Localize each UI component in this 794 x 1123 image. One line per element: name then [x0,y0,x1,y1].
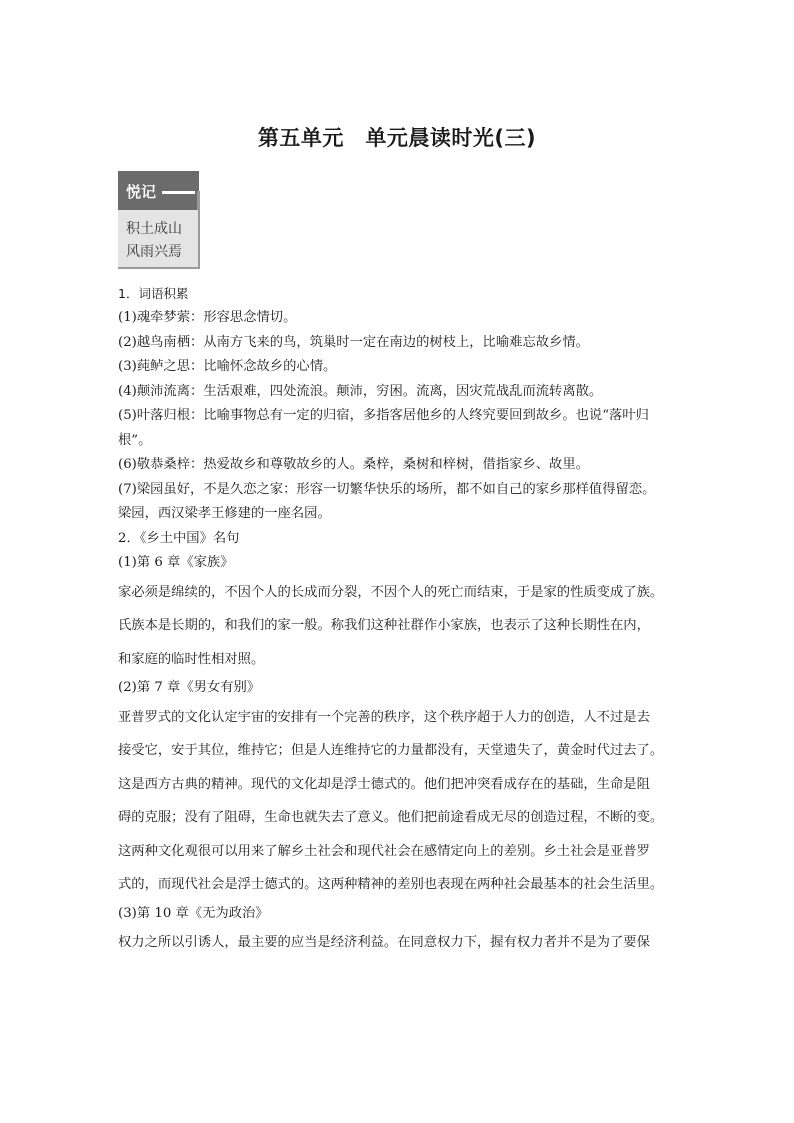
quote-line: 接受它，安于其位，维持它；但是人连维持它的力量都没有，天堂遗失了，黄金时代过去了。 [118,743,664,758]
quote-line: 碍的克服；没有了阻碍，生命也就失去了意义。他们把前途看成无尽的创造过程，不断的变。 [118,810,664,825]
badge-label: 悦记 [126,183,157,201]
quote-line: 权力之所以引诱人，最主要的应当是经济利益。在同意权力下，握有权力者并不是为了要保 [118,935,650,950]
badge-line-1: 积土成山 [126,221,182,237]
badge-line-2: 风雨兴焉 [126,244,182,260]
quote-line: 和家庭的临时性相对照。 [118,651,265,667]
vocab-item: 梁园，西汉梁孝王修建的一座名园。 [118,506,331,521]
vocab-item: (4)颠沛流离：生活艰难，四处流浪。颠沛，穷困。流离，因灾荒战乱而流转离散。 [118,383,603,399]
vocab-item: (3)莼鲈之思：比喻怀念故乡的心情。 [118,359,337,374]
vocab-item: (6)敬恭桑梓：热爱故乡和尊敬故乡的人。桑梓，桑树和梓树，借指家乡、故里。 [118,457,589,472]
section-heading-vocab: 1．词语积累 [118,286,189,301]
chapter-6-text [118,576,680,677]
vocab-item: (1)魂牵梦萦：形容思念情切。 [118,310,297,325]
badge-header [118,171,199,210]
page-title: 第五单元 单元晨读时光(三) [257,126,537,150]
document-body [118,282,680,960]
quote-line: 氏族本是长期的，和我们的家一般。称我们这种社群作小家族，也表示了这种长期性在内， [118,618,650,633]
vocab-item: (5)叶落归根：比喻事物总有一定的归宿，多指客居他乡的人终究要回到故乡。也说“落叶归 [118,408,649,423]
vocab-item: (2)越鸟南栖：从南方飞来的鸟，筑巢时一定在南边的树枝上，比喻难忘故乡情。 [118,334,589,350]
quote-line: 这两种文化观很可以用来了解乡土社会和现代社会在感情定向上的差别。乡土社会是亚普罗 [118,843,650,859]
quote-line: 亚普罗式的文化认定宇宙的安排有一个完善的秩序，这个秩序超于人力的创造，人不过是去 [118,709,650,725]
quote-line: 这是西方古典的精神。现代的文化却是浮士德式的。他们把冲突看成存在的基础，生命是阻 [118,776,650,792]
chapter-10-text [118,926,680,960]
quote-line: 式的，而现代社会是浮士德式的。这两种精神的差别也表现在两种社会最基本的社会生活里。 [118,877,664,892]
vocab-item: 根”。 [118,432,152,448]
badge-decor-line [162,191,195,194]
quote-line: 家必须是绵续的，不因个人的长成而分裂，不因个人的死亡而结束，于是家的性质变成了族。 [118,584,664,600]
vocab-item: (7)梁园虽好，不是久恋之家：形容一切繁华快乐的场所，都不如自己的家乡那样值得留恋。 [118,481,656,497]
badge-body [118,210,200,269]
chapter-title-7: (2)第 7 章《男女有别》 [118,680,261,695]
chapter-title-10: (3)第 10 章《无为政治》 [118,905,269,921]
section-heading-quotes: 2．《乡土中国》名句 [118,530,240,546]
vocab-list [118,306,680,527]
chapter-7-text [118,701,680,902]
section-badge [118,171,202,272]
chapter-title-6: (1)第 6 章《家族》 [118,555,234,570]
